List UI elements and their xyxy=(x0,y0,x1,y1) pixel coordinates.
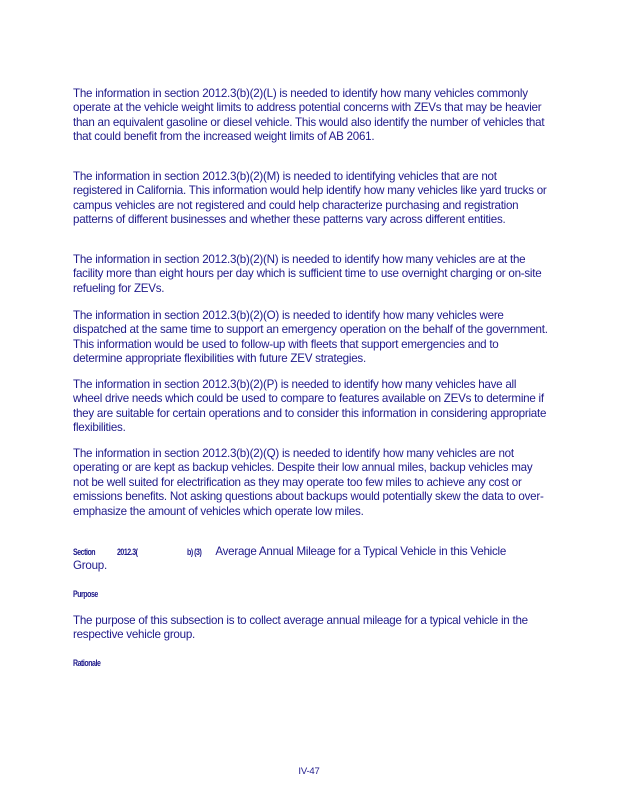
section-subsection: b) (3) xyxy=(187,547,202,557)
paragraph-2012-3-b-2-M: The information in section 2012.3(b)(2)(M) is needed to identifying vehicles that are not registered in California. This information would help identify how many vehicles like yard trucks or campus vehicles are not registered and could help characterize purchasing and registration patterns of different businesses and whether these patterns vary across different entities. xyxy=(73,170,547,227)
section-heading xyxy=(73,545,548,559)
page-number: IV-47 xyxy=(298,766,320,777)
rationale-label: Rationale xyxy=(73,658,101,668)
paragraph-2012-3-b-2-O: The information in section 2012.3(b)(2)(O) is needed to identify how many vehicles were dispatched at the same time to support an emergency operation on the behalf of the government. This information would be used to follow-up with fleets that support emergencies and to determine appropriate flexibilities with future ZEV strategies. xyxy=(73,309,548,366)
paragraph-2012-3-b-2-P: The information in section 2012.3(b)(2)(P) is needed to identify how many vehicles have all wheel drive needs which could be used to compare to features available on ZEVs to determine if they are suitable for certain operations and to consider this information in considering appropriate flexibilities. xyxy=(73,378,547,435)
paragraph-2012-3-b-2-N: The information in section 2012.3(b)(2)(N) is needed to identify how many vehicles are at the facility more than eight hours per day which is sufficient time to use overnight charging or on-site refueling for ZEVs. xyxy=(73,253,542,295)
paragraph-2012-3-b-2-L: The information in section 2012.3(b)(2)(L) is needed to identify how many vehicles commonly operate at the vehicle weight limits to address potential concerns with ZEVs that may be heavier than an equivalent gasoline or diesel vehicle. This would also identify the number of vehicles that that could benefit from the increased weight limits of AB 2061. xyxy=(73,87,545,144)
rationale-heading xyxy=(73,656,548,670)
section-title-continued: Group. xyxy=(73,559,107,572)
section-number: 2012.3( xyxy=(117,547,138,557)
purpose-heading xyxy=(73,587,548,601)
section-label: Section xyxy=(73,547,96,557)
section-title: Average Annual Mileage for a Typical Vehicle in this Vehicle xyxy=(215,545,507,558)
purpose-label: Purpose xyxy=(73,589,98,599)
paragraph-2012-3-b-2-Q: The information in section 2012.3(b)(2)(Q) is needed to identify how many vehicles are not operating or are kept as backup vehicles. Despite their low annual miles, backup vehicles may not be well suited for electrification as they may operate too few miles to achieve any cost or emissions benefits. Not asking questions about backups would potentially skew the data to over-emphasize the amount of vehicles which operate low miles. xyxy=(73,447,544,518)
purpose-paragraph: The purpose of this subsection is to collect average annual mileage for a typical vehicle in the respective vehicle group. xyxy=(73,614,528,642)
